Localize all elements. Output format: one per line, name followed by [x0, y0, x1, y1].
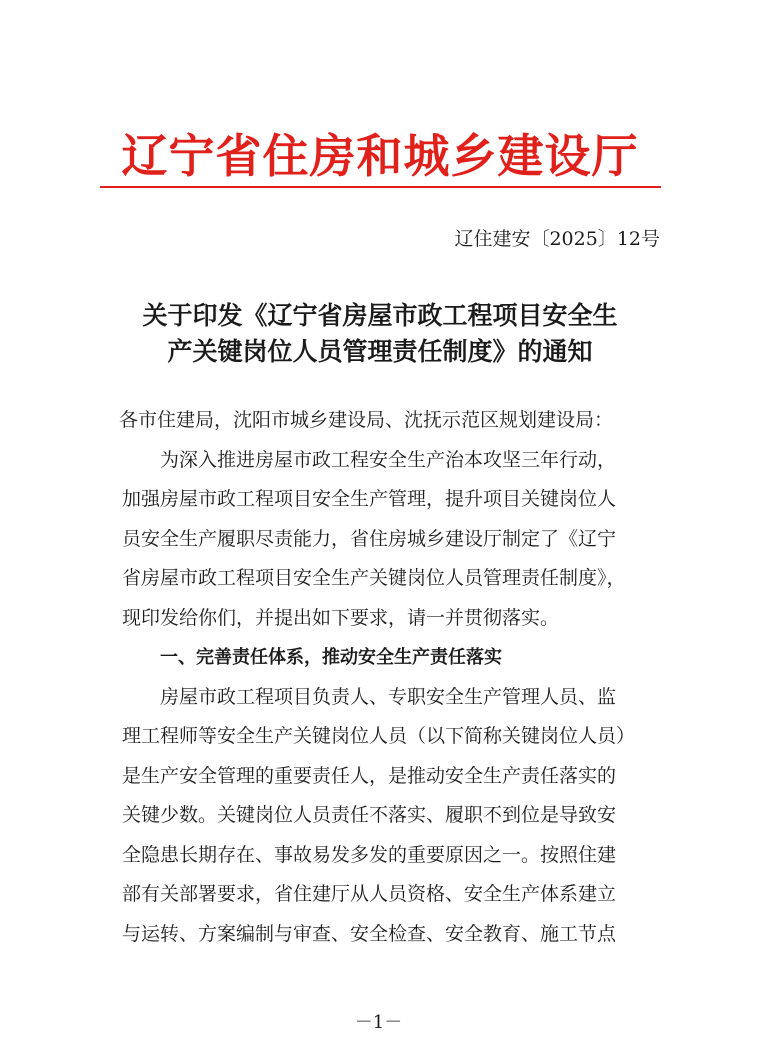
addressee-line: 各市住建局，沈阳市城乡建设局、沈抚示范区规划建设局：	[119, 409, 614, 431]
document-title	[100, 298, 660, 370]
masthead-red-rule	[100, 186, 661, 188]
document-title-line-2: 产关键岗位人员管理责任制度》的通知	[167, 337, 593, 366]
paragraph-line: 加强房屋市政工程项目安全生产管理，提升项目关键岗位人	[122, 488, 617, 510]
paragraph-line: 现印发给你们，并提出如下要求，请一并贯彻落实。	[122, 606, 560, 629]
agency-masthead: 辽宁省住房和城乡建设厅	[121, 129, 639, 183]
paragraph-line: 是生产安全管理的重要责任人，是推动安全生产责任落实的	[122, 764, 617, 787]
document-number: 辽住建安〔2025〕12号	[454, 228, 660, 250]
paragraph-line: 房屋市政工程项目负责人、专职安全生产管理人员、监	[160, 685, 617, 708]
page-number: －1－	[354, 1012, 403, 1033]
paragraph-2	[122, 678, 662, 955]
paragraph-line: 为深入推进房屋市政工程安全生产治本攻坚三年行动，	[160, 448, 617, 471]
paragraph-line: 关键少数。关键岗位人员责任不落实、履职不到位是导致安	[122, 804, 617, 826]
document-title-line-1: 关于印发《辽宁省房屋市政工程项目安全生	[142, 301, 618, 330]
paragraph-line: 理工程师等安全生产关键岗位人员（以下简称关键岗位人员）	[122, 725, 636, 747]
paragraph-line: 省房屋市政工程项目安全生产关键岗位人员管理责任制度》，	[122, 567, 626, 589]
section-heading-1: 一、完善责任体系，推动安全生产责任落实	[160, 647, 502, 668]
paragraph-line: 与运转、方案编制与审查、安全检查、安全教育、施工节点	[122, 922, 617, 945]
paragraph-line: 全隐患长期存在、事故易发多发的重要原因之一。按照住建	[122, 843, 617, 866]
document-body	[119, 401, 662, 954]
paragraph-1	[122, 441, 662, 639]
paragraph-line: 部有关部署要求，省住建厅从人员资格、安全生产体系建立	[122, 883, 617, 905]
paragraph-line: 员安全生产履职尽责能力，省住房城乡建设厅制定了《辽宁	[122, 527, 617, 550]
